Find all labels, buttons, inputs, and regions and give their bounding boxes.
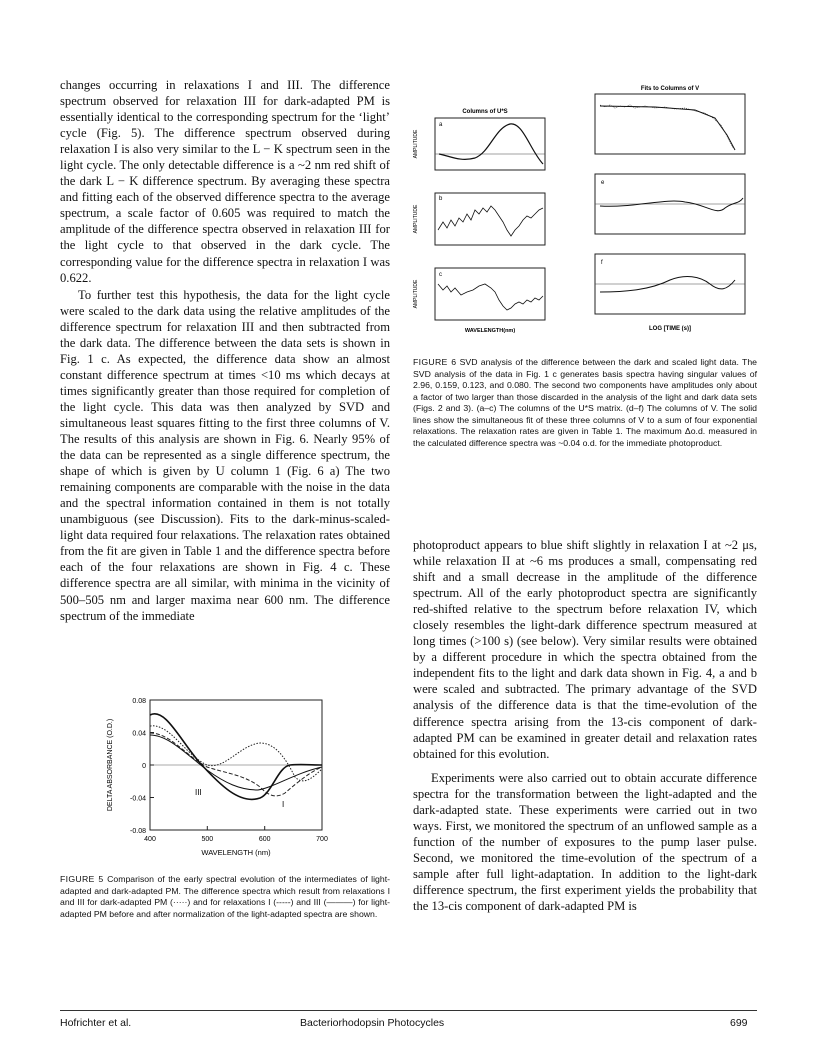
panel-a-label: a (439, 122, 443, 128)
xtick-label: 500 (201, 836, 214, 843)
ytick-label: 0 (142, 763, 146, 770)
label-relaxation-i: I (282, 800, 285, 809)
figure-6-right-title: Fits to Columns of V (640, 86, 700, 92)
right-paragraph-2: Experiments were also carried out to obtain accurate difference spectra for the transformation between the light-adapted and the dark-adapted state. These experiments were carried out in two ways. First, we monitored the spectrum of an unflowed sample as a function of the number of exposures to the pump laser pulse. Second, we monitored the time-evolution of the spectrum of a sample after full light-adaptation. In addition to the light-dark difference spectrum, the first experiment yields the probability that the 13-cis component of dark-adapted PM is (413, 770, 757, 914)
figure-6-caption-text: SVD analysis of the difference between the dark and scaled light data. The SVD analysis of the data in Fig. 1 c generates basis spectra having singular values of 2.96, 0.159, 0.123, and 0.080. The second two components have amplitudes only about a factor of two larger than those discarded in the analysis of the light and dark data sets (Figs. 2 and 3). (a–c) The columns of the U*S matrix. (d–f) The columns of V. The solid lines show the simultaneous fit of these three columns of V to a sum of four exponential relaxations. The relaxation rates are given in Table 1. The maximum Δo.d. measured in the calculated difference spectra was ~0.04 o.d. for the immediate photoproduct. (413, 357, 757, 448)
series-dark-relaxation-iii (150, 735, 322, 790)
figure-5-caption-text: Comparison of the early spectral evolution of the intermediates of light-adapted and dark-adapted PM. The difference spectra which result from relaxations I and III for dark-adapted PM (·····) and for relaxations I (-----) and III (———) for light-adapted PM before and after normalization of the light-adapted spectra are shown. (60, 874, 391, 919)
left-column (60, 77, 390, 624)
panel-b-label: b (439, 196, 443, 202)
figure-5-ylabel: DELTA ABSORBANCE (O.D.) (107, 718, 114, 812)
amplitude-label: AMPLITUDE (413, 204, 419, 234)
panel-d (595, 94, 745, 154)
xtick-label: 600 (258, 836, 271, 843)
panel-f (595, 254, 745, 314)
panel-c (413, 268, 545, 320)
ytick-label: 0.08 (132, 698, 146, 705)
figure-6-caption-label: FIGURE 6 (413, 357, 457, 367)
figure-5-caption (60, 874, 390, 920)
figure-5-plot (100, 695, 340, 865)
panel-b (413, 193, 545, 245)
left-paragraph-1: changes occurring in relaxations I and III. The difference spectrum observed for relaxation III for dark-adapted PM is essentially identical to the corresponding spectrum for the ‘light’ cycle (Fig. 5). The difference spectrum observed during relaxation I is also very similar to the L − K spectrum seen in the light cycle. The only detectable difference is a ~2 nm red shift of the dark L − K difference spectrum. By averaging these spectra and fitting each of the observed difference spectra to the average spectrum, a scale factor of 0.605 was required to match the amplitude of the difference spectra observed in relaxation III for the light cycle to that observed in the dark cycle. The corresponding value for the difference spectra in relaxation I was 0.622. (60, 78, 390, 285)
figure-5-xticks (144, 826, 328, 843)
figure-5-caption-label: FIGURE 5 (60, 874, 104, 884)
figure-6-left-title: Columns of U*S (462, 109, 508, 115)
figure-6-right-xlabel: LOG [TIME (s)] (649, 326, 691, 332)
footer-authors: Hofrichter et al. (60, 1017, 132, 1029)
right-column (413, 537, 757, 914)
series-dark-relaxation-i (150, 726, 322, 781)
panel-c-label: c (439, 272, 442, 278)
panel-a (413, 118, 545, 170)
ytick-label: -0.04 (130, 795, 146, 803)
ytick-label: -0.08 (130, 828, 146, 835)
amplitude-label: AMPLITUDE (413, 279, 419, 309)
figure-6-caption (413, 357, 757, 449)
ytick-label: 0.04 (132, 730, 146, 738)
figure-6-plot (405, 80, 755, 342)
left-paragraph-2: To further test this hypothesis, the data for the light cycle were scaled to the dark data using the relative amplitudes of the difference spectrum for relaxation III and then subtracted from the dark data. The difference between the data sets is shown in Fig. 1 c. As expected, the difference data show an almost constant difference spectrum at times <10 ms which decays at times significantly greater than those required for completion of the light cycle. This data was then analyzed by SVD and simultaneous least squares fitting to the first three columns of V. The results of this analysis are shown in Fig. 6. Nearly 95% of the data can be represented as a single difference spectrum, the shape of which is given by U column 1 (Fig. 6 a) The two remaining components are comparable with the noise in the data and the spectral information contained in them is not totally unambiguous (see Discussion). Fits to the dark-minus-scaled-light data required four relaxations. The relaxation rates obtained from the fit are given in Table 1 and the difference spectra before each of the four relaxations are shown in Fig. 4 c. These difference spectra are all similar, with minima in the vicinity of 500–505 nm and larger maxima near 600 nm. The difference spectrum of the immediate (60, 287, 390, 623)
footer-journal-title: Bacteriorhodopsin Photocycles (300, 1017, 445, 1029)
figure-6-left-xlabel: WAVELENGTH(nm) (464, 328, 516, 334)
panel-f-label: f (601, 260, 603, 266)
page-number: 699 (730, 1017, 748, 1029)
right-paragraph-1: photoproduct appears to blue shift slightly in relaxation I at ~2 μs, while relaxation II at ~6 ms produces a small, compensating red shift and a small decrease in the amplitude of the difference spectrum. All of the early photoproduct spectra are significantly red-shifted relative to the spectrum before relaxation IV, which closely resembles the light-dark difference spectrum measured at long times (>100 s) (see below). Very similar results were obtained by a different procedure in which the spectra obtained from the independent fits to the light and dark data shown in Fig. 4, a and b were scaled and subtracted. The primary advantage of the SVD analysis of the difference data is that the time-evolution of the difference spectra arising from the 13-cis component of dark-adapted PM can be examined in greater detail and relaxation rates obtained for this evolution. (413, 538, 757, 761)
xtick-label: 400 (144, 836, 156, 843)
figure-5-xlabel: WAVELENGTH (nm) (201, 848, 271, 857)
xtick-label: 700 (316, 836, 328, 843)
amplitude-label: AMPLITUDE (413, 129, 419, 159)
panel-e-label: e (601, 180, 605, 186)
figure-6 (405, 80, 755, 342)
figure-5 (100, 695, 340, 865)
footer-rule (60, 1010, 757, 1011)
label-relaxation-iii: III (195, 788, 202, 797)
panel-e (595, 174, 745, 234)
